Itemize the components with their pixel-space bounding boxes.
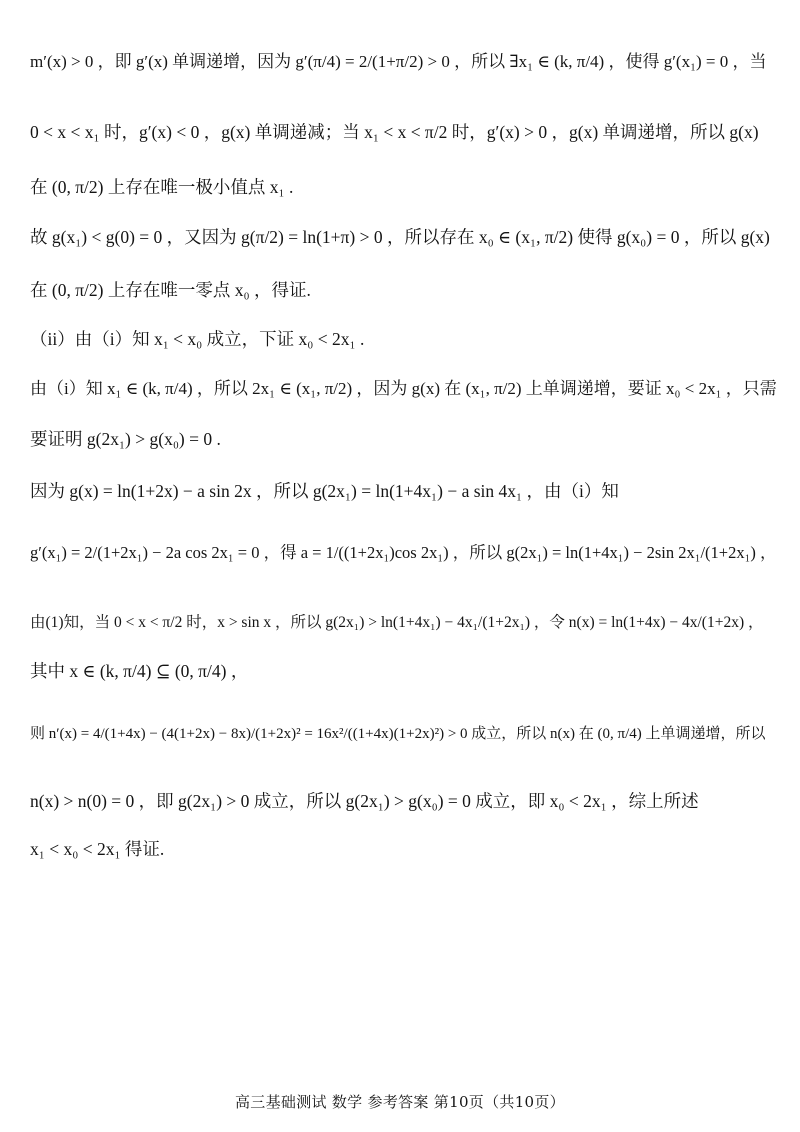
text-line: x₁ < x₀ < 2x₁ 得证. xyxy=(30,839,165,859)
page-footer: 高三基础测试 数学 参考答案 第10页（共10页） xyxy=(235,1093,565,1111)
solution-line-10 xyxy=(30,542,778,564)
solution-line-12 xyxy=(30,660,778,682)
solution-line-1 xyxy=(30,51,778,73)
text-line: 由（i）知 x₁ ∈ (k, π/4) ，所以 2x₁ ∈ (x₁, π/2) ，因为 g(x) 在 (x₁, π/2) 上单调递增，要证 x₀ < 2x₁ ，只需 xyxy=(30,379,777,398)
text-line: 因为 g(x) = ln(1+2x) − a sin 2x ，所以 g(2x₁) = ln(1+4x₁) − a sin 4x₁ ，由（i）知 xyxy=(30,481,619,501)
text-line: 在 (0, π/2) 上存在唯一零点 x₀ ，得证. xyxy=(30,280,311,300)
solution-line-15 xyxy=(30,838,778,860)
solution-line-8 xyxy=(30,428,778,450)
text-line: g′(x₁) = 2/(1+2x₁) − 2a cos 2x₁ = 0 ，得 a = 1/((1+2x₁)cos 2x₁) ，所以 g(2x₁) = ln(1+4x₁) − 2sin 2x₁/(1+2x₁) ， xyxy=(30,543,777,562)
text-line: 0 < x < x₁ 时，g′(x) < 0 ，g(x) 单调递减；当 x₁ < x < π/2 时，g′(x) > 0 ，g(x) 单调递增，所以 g(x) xyxy=(30,122,759,142)
text-line: 其中 x ∈ (k, π/4) ⊆ (0, π/4) ， xyxy=(30,661,249,681)
text-line: 故 g(x₁) < g(0) = 0 ，又因为 g(π/2) = ln(1+π) > 0 ，所以存在 x₀ ∈ (x₁, π/2) 使得 g(x₀) = 0 ，所以 g(x) xyxy=(30,227,770,247)
solution-line-11 xyxy=(30,612,778,634)
text-line: 则 n′(x) = 4/(1+4x) − (4(1+2x) − 8x)/(1+2x)² = 16x²/((1+4x)(1+2x)²) > 0 成立，所以 n(x) 在 (0, π/4) 上单调递增，所以 xyxy=(30,726,766,742)
text-line: （ii）由（i）知 x₁ < x₀ 成立，下证 x₀ < 2x₁ . xyxy=(30,329,365,349)
solution-line-13 xyxy=(30,723,778,745)
solution-line-9 xyxy=(30,480,778,502)
solution-line-14 xyxy=(30,790,778,812)
text-line: 要证明 g(2x₁) > g(x₀) = 0 . xyxy=(30,429,221,449)
solution-line-3 xyxy=(30,176,778,198)
solution-line-6 xyxy=(30,328,778,350)
text-line: 由(1)知，当 0 < x < π/2 时，x > sin x ，所以 g(2x₁) > ln(1+4x₁) − 4x₁/(1+2x₁) ，令 n(x) = ln(1+4x) − 4x/(1+2x) ， xyxy=(30,614,764,631)
text-line: 在 (0, π/2) 上存在唯一极小值点 x₁ . xyxy=(30,177,294,197)
solution-line-2 xyxy=(30,121,778,143)
text-line: m′(x) > 0 ，即 g′(x) 单调递增，因为 g′(π/4) = 2/(1+π/2) > 0 ，所以 ∃x₁ ∈ (k, π/4) ，使得 g′(x₁) = 0 ，当 xyxy=(30,52,767,71)
text-line: n(x) > n(0) = 0 ，即 g(2x₁) > 0 成立，所以 g(2x₁) > g(x₀) = 0 成立，即 x₀ < 2x₁ ，综上所述 xyxy=(30,791,699,811)
solution-line-5 xyxy=(30,279,778,301)
solution-line-4 xyxy=(30,226,778,248)
solution-line-7 xyxy=(30,378,778,400)
